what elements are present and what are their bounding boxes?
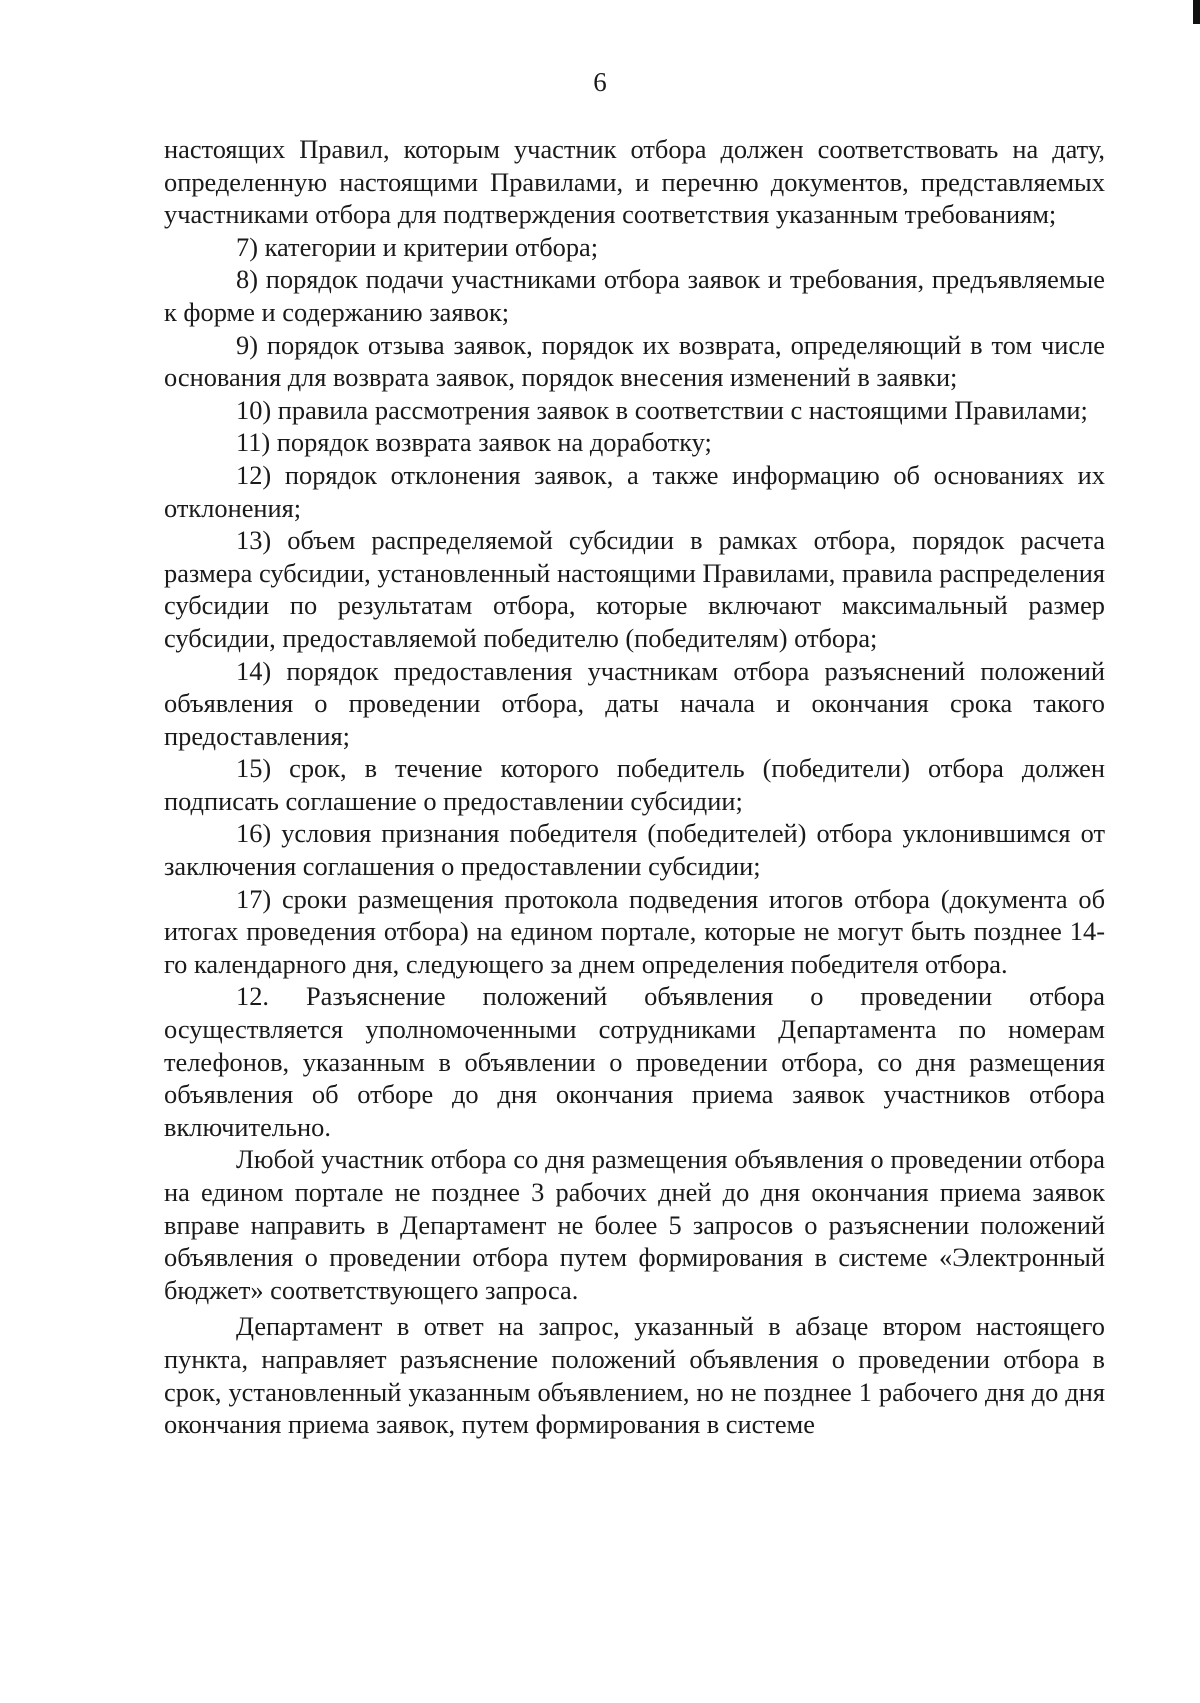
list-item-17: 17) сроки размещения протокола подведения итогов отбора (документа об итогах проведения отбора) на едином портале, которые не могут быть позднее 14-го календарного дня, следующего за днем определения победителя отбора. <box>164 883 1105 979</box>
list-item-14: 14) порядок предоставления участникам отбора разъяснений положений объявления о проведении отбора, даты начала и окончания срока такого предоставления; <box>164 655 1105 751</box>
list-item-11: 11) порядок возврата заявок на доработку; <box>236 427 712 458</box>
list-item-13: 13) объем распределяемой субсидии в рамках отбора, порядок расчета размера субсидии, установленный настоящими Правилами, правила распределения субсидии по результатам отбора, которые включают максимальный размер субсидии, предоставляемой победителю (победителям) отбора; <box>164 525 1105 653</box>
list-item-8: 8) порядок подачи участниками отбора заявок и требования, предъявляемые к форме и содержанию заявок; <box>164 264 1105 327</box>
paragraph-continuation: настоящих Правил, которым участник отбора должен соответствовать на дату, определенную настоящими Правилами, и перечню документов, представляемых участниками отбора для подтверждения соответствия указанным требованиям; <box>164 134 1105 230</box>
document-body <box>164 133 1105 1441</box>
page-number: 6 <box>593 67 607 97</box>
section-12-paragraph: 12. Разъяснение положений объявления о проведении отбора осуществляется уполномоченными сотрудниками Департамента по номерам телефонов, указанным в объявлении о проведении отбора, со дня размещения объявления об отборе до дня окончания приема заявок участников отбора включительно. <box>164 981 1105 1142</box>
list-item-7: 7) категории и критерии отбора; <box>236 231 599 262</box>
list-item-10: 10) правила рассмотрения заявок в соответствии с настоящими Правилами; <box>236 394 1088 425</box>
list-item-16: 16) условия признания победителя (победителей) отбора уклонившимся от заключения соглашения о предоставлении субсидии; <box>164 818 1105 882</box>
section-12-second-paragraph: Любой участник отбора со дня размещения объявления о проведении отбора на едином портале не позднее 3 рабочих дней до дня окончания приема заявок вправе направить в Департамент не более 5 запросов о разъяснении положений объявления о проведении отбора путем формирования в системе «Электронный бюджет» соответствующего запроса. <box>164 1144 1105 1305</box>
section-12-third-paragraph: Департамент в ответ на запрос, указанный в абзаце втором настоящего пункта, направляет разъяснение положений объявления о проведении отбора в срок, установленный указанным объявлением, но не позднее 1 рабочего дня до дня окончания приема заявок, путем формирования в системе <box>164 1311 1105 1440</box>
list-item-12: 12) порядок отклонения заявок, а также информацию об основаниях их отклонения; <box>164 459 1105 523</box>
scan-edge-mark <box>1193 0 1200 24</box>
list-item-9: 9) порядок отзыва заявок, порядок их возврата, определяющий в том числе основания для возврата заявок, порядок внесения изменений в заявки; <box>164 329 1105 393</box>
list-item-15: 15) срок, в течение которого победитель (победители) отбора должен подписать соглашение о предоставлении субсидии; <box>164 753 1105 816</box>
